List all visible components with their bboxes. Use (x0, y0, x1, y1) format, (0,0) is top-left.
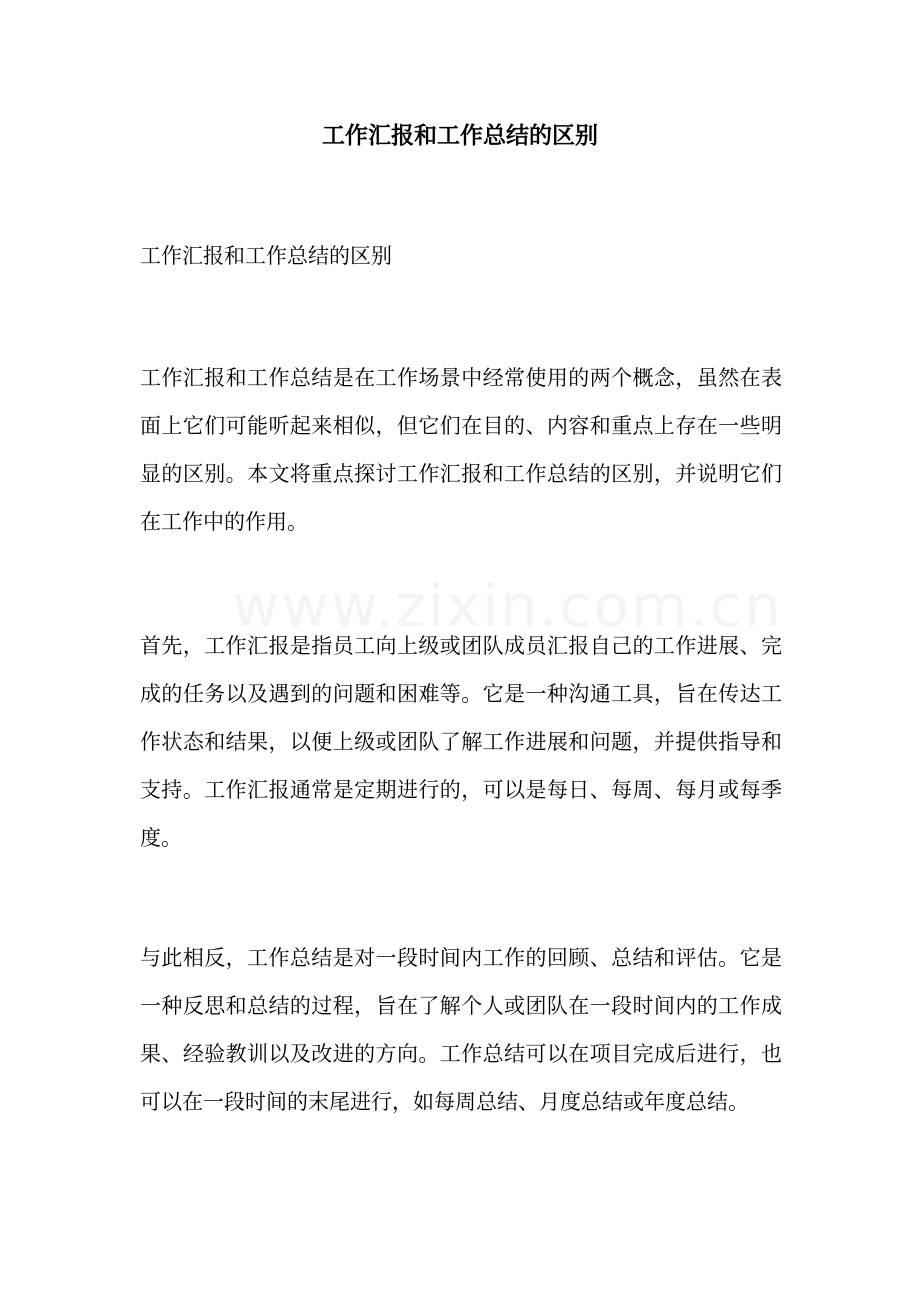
paragraph-work-summary: 与此相反，工作总结是对一段时间内工作的回顾、总结和评估。它是一种反思和总结的过程，旨在了解个人或团队在一段时间内的工作成果、经验教训以及改进的方向。工作总结可以在项目完成后进行，也可以在一段时间的末尾进行，如每周总结、月度总结或年度总结。 (140, 946, 782, 1114)
document-title: 工作汇报和工作总结的区别 (322, 122, 598, 149)
paragraph-intro: 工作汇报和工作总结是在工作场景中经常使用的两个概念，虽然在表面上它们可能听起来相似，但它们在目的、内容和重点上存在一些明显的区别。本文将重点探讨工作汇报和工作总结的区别，并说明它们在工作中的作用。 (140, 366, 782, 534)
watermark: www.zixin.com.cn (232, 572, 783, 640)
paragraph-work-report: 首先，工作汇报是指员工向上级或团队成员汇报自己的工作进展、完成的任务以及遇到的问题和困难等。它是一种沟通工具，旨在传达工作状态和结果，以便上级或团队了解工作进展和问题，并提供指导和支持。工作汇报通常是定期进行的，可以是每日、每周、每月或每季度。 (140, 634, 782, 850)
document-subtitle: 工作汇报和工作总结的区别 (140, 244, 392, 268)
